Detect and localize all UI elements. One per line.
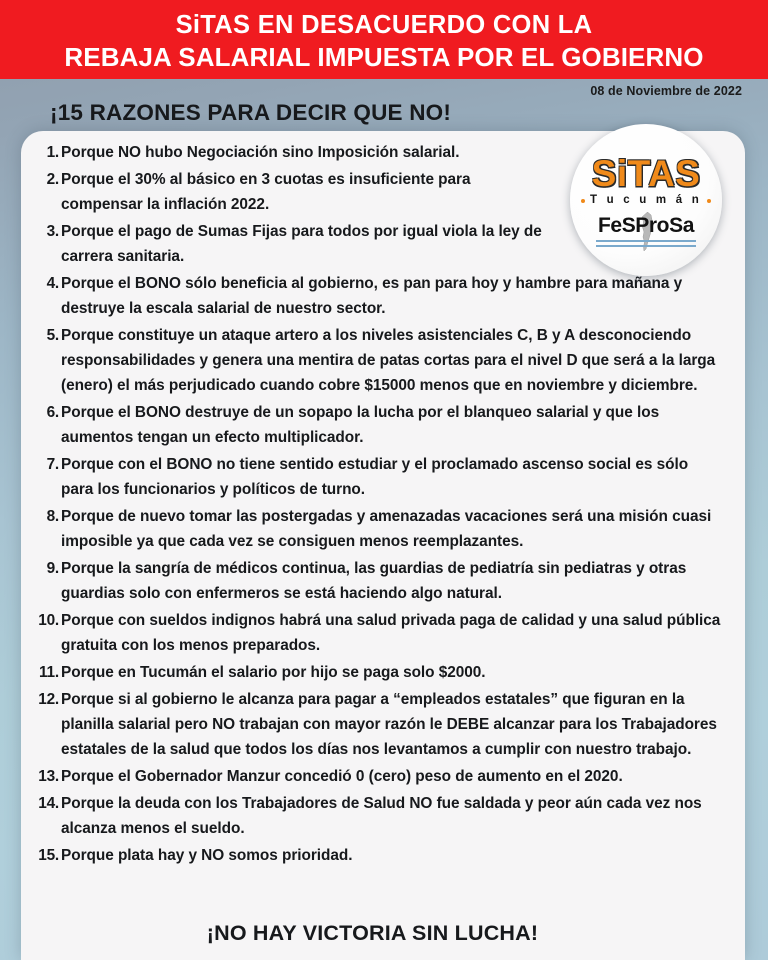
list-item-number: 6. (46, 404, 59, 421)
list-item (21, 791, 745, 841)
list-item-text: Porque NO hubo Negociación sino Imposición salarial. (61, 144, 460, 161)
list-item-number: 1. (46, 144, 59, 161)
list-item-number: 8. (46, 508, 59, 525)
list-item (21, 452, 745, 502)
list-item-text: Porque la sangría de médicos continua, las guardias de pediatría sin pediatras y otras guardias solo con enfermeros se está haciendo algo natural. (61, 560, 687, 602)
list-item-text: Porque el Gobernador Manzur concedió 0 (cero) peso de aumento en el 2020. (61, 768, 623, 785)
list-item (21, 687, 745, 762)
banner-title-line-2: REBAJA SALARIAL IMPUESTA POR EL GOBIERNO (64, 41, 704, 72)
list-item-text: Porque el pago de Sumas Fijas para todos por igual viola la ley de carrera sanitaria. (61, 223, 542, 265)
list-item-number: 9. (46, 560, 59, 577)
logo-dot-right-icon (707, 199, 711, 203)
logo-region-row (581, 195, 711, 207)
list-item (21, 556, 745, 606)
list-item-text: Porque el 30% al básico en 3 cuotas es insuficiente para compensar la inflación 2022. (61, 171, 471, 213)
list-item-text: Porque con el BONO no tiene sentido estudiar y el proclamado ascenso social es sólo para los funcionarios y políticos de turno. (61, 456, 689, 498)
list-item-number: 15. (38, 847, 59, 864)
list-item (21, 323, 745, 398)
banner-title-line-1: SiTAS EN DESACUERDO CON LA (175, 10, 593, 39)
list-item-number: 12. (38, 691, 59, 708)
list-item-text: Porque la deuda con los Trabajadores de Salud NO fue saldada y peor aún cada vez nos alcanza menos el sueldo. (61, 795, 702, 837)
list-item (21, 843, 745, 868)
logo-name-text: SiTAS (591, 153, 701, 195)
page-title: ¡15 RAZONES PARA DECIR QUE NO! (50, 100, 452, 125)
list-item-number: 14. (38, 795, 59, 812)
list-item (21, 400, 745, 450)
sitas-logo (570, 124, 722, 276)
list-item-number: 7. (46, 456, 59, 473)
list-item-number: 10. (38, 612, 59, 629)
list-item (21, 764, 745, 789)
list-item-number: 3. (46, 223, 59, 240)
list-item-number: 13. (38, 768, 59, 785)
list-item-text: Porque de nuevo tomar las postergadas y amenazadas vacaciones será una misión cuasi imposible ya que cada vez se consiguen menos reemplazantes. (61, 508, 712, 550)
logo-dot-left-icon (581, 199, 585, 203)
list-item (21, 271, 745, 321)
list-item-text: Porque el BONO sólo beneficia al gobierno, es pan para hoy y hambre para mañana y destruye la escala salarial de nuestro sector. (61, 275, 683, 317)
publication-date: 08 de Noviembre de 2022 (590, 84, 742, 98)
list-item-number: 2. (46, 171, 59, 188)
closing-slogan: ¡NO HAY VICTORIA SIN LUCHA! (206, 921, 539, 945)
list-item-number: 11. (39, 664, 59, 681)
list-item-number: 5. (46, 327, 59, 344)
list-item (21, 660, 745, 685)
list-item-text: Porque en Tucumán el salario por hijo se paga solo $2000. (61, 664, 486, 681)
logo-rule-top (596, 240, 696, 243)
logo-rule-bottom (596, 245, 696, 248)
list-item-text: Porque con sueldos indignos habrá una salud privada paga de calidad y una salud pública gratuita con los menos preparados. (61, 612, 721, 654)
list-item (21, 504, 745, 554)
logo-federation-text: FeSProSa (597, 213, 694, 237)
header-banner (0, 0, 768, 79)
list-item-text: Porque plata hay y NO somos prioridad. (61, 847, 353, 864)
list-item-text: Porque si al gobierno le alcanza para pagar a “empleados estatales” que figuran en la planilla salarial pero NO trabajan con mayor razón le DEBE alcanzar para los Trabajadores estatales de la salud que todos los días nos levantamos a cumplir con nuestro trabajo. (61, 691, 717, 758)
list-item-text: Porque constituye un ataque artero a los niveles asistenciales C, B y A desconociendo responsabilidades y genera una mentira de patas cortas para el nivel D que será a la larga (enero) el más perjudicado cuando cobre $15000 menos que en noviembre y diciembre. (61, 327, 716, 394)
logo-federation-block (592, 215, 700, 249)
list-item-text: Porque el BONO destruye de un sopapo la lucha por el blanqueo salarial y que los aumentos tengan un efecto multiplicador. (61, 404, 660, 446)
logo-region-text: T u c u m á n (590, 194, 702, 207)
list-item-number: 4. (46, 275, 59, 292)
list-item (21, 608, 745, 658)
logo-content (570, 124, 722, 276)
